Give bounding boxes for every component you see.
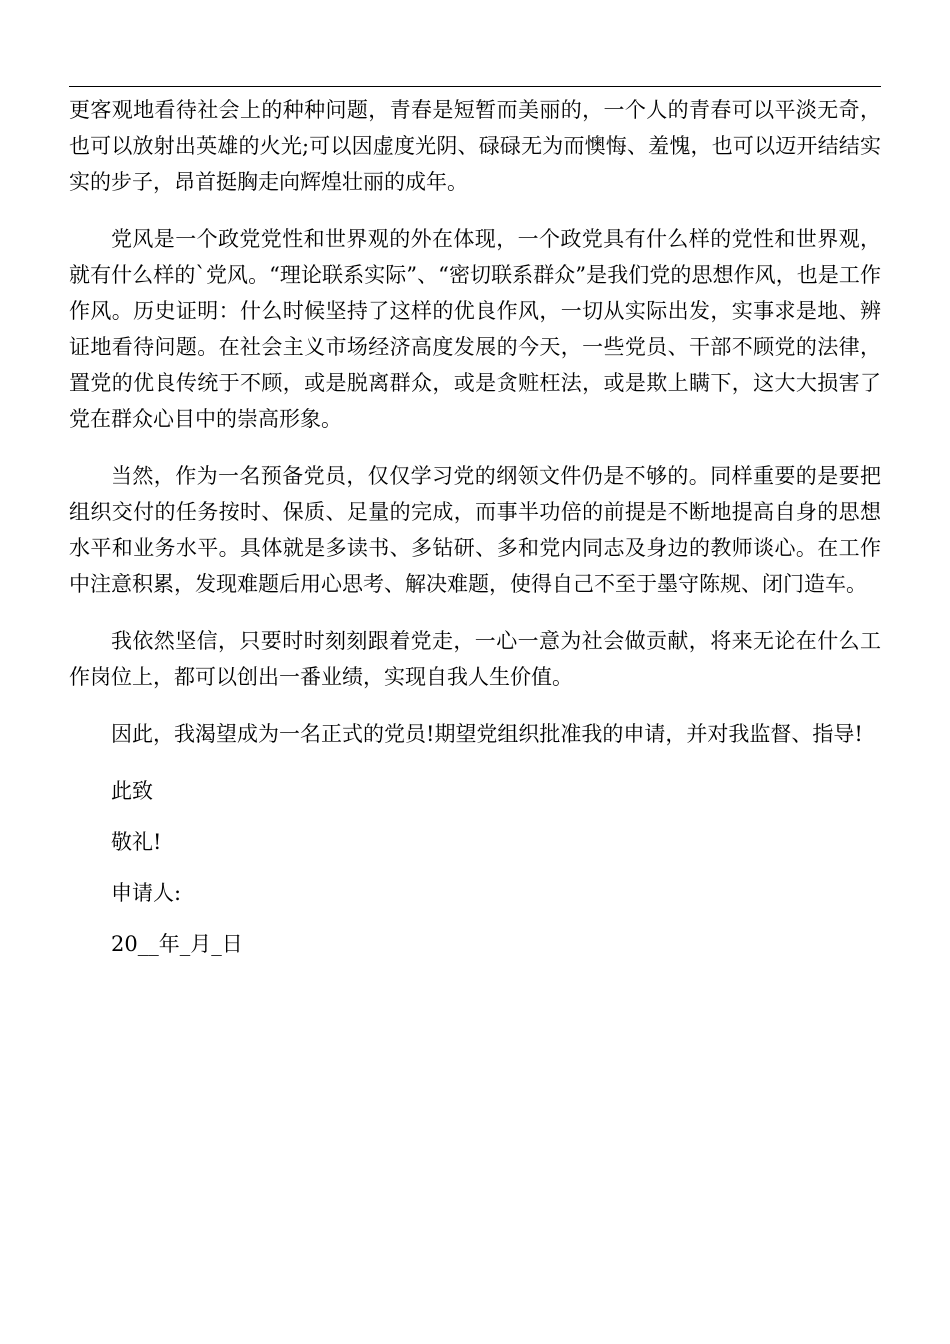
paragraph-request: 因此，我渴望成为一名正式的党员!期望党组织批准我的申请，并对我监督、指导! — [111, 722, 863, 746]
document-body — [69, 92, 881, 977]
paragraph-belief: 我依然坚信，只要时时刻刻跟着党走，一心一意为社会做贡献，将来无论在什么工作岗位上，都可以创出一番业绩，实现自我人生价值。 — [69, 629, 881, 689]
date-line: 20__年_月_日 — [111, 932, 243, 956]
applicant-label: 申请人: — [111, 881, 182, 905]
closing-salutation: 此致 — [111, 779, 153, 803]
paragraph-probationary-member: 当然，作为一名预备党员，仅仅学习党的纲领文件仍是不够的。同样重要的是要把组织交付的任务按时、保质、足量的完成，而事半功倍的前提是不断地提高自身的思想水平和业务水平。具体就是多读书、多钻研、多和党内同志及身边的教师谈心。在工作中注意积累，发现难题后用心思考、解决难题，使得自己不至于墨守陈规、闭门造车。 — [69, 464, 881, 596]
closing-respect: 敬礼! — [111, 830, 162, 854]
header-rule — [69, 86, 881, 87]
paragraph-party-style: 党风是一个政党党性和世界观的外在体现，一个政党具有什么样的党性和世界观，就有什么样的`党风。“理论联系实际”、“密切联系群众”是我们党的思想作风，也是工作作风。历史证明：什么时候坚持了这样的优良作风，一切从实际出发，实事求是地、辨证地看待问题。在社会主义市场经济高度发展的今天，一些党员、干部不顾党的法律，置党的优良传统于不顾，或是脱离群众，或是贪赃枉法，或是欺上瞒下，这大大损害了党在群众心目中的崇高形象。 — [69, 227, 881, 431]
paragraph-continuation: 更客观地看待社会上的种种问题，青春是短暂而美丽的，一个人的青春可以平淡无奇，也可以放射出英雄的火光;可以因虚度光阴、碌碌无为而懊悔、羞愧，也可以迈开结结实实的步子，昂首挺胸走向辉煌壮丽的成年。 — [69, 98, 881, 194]
